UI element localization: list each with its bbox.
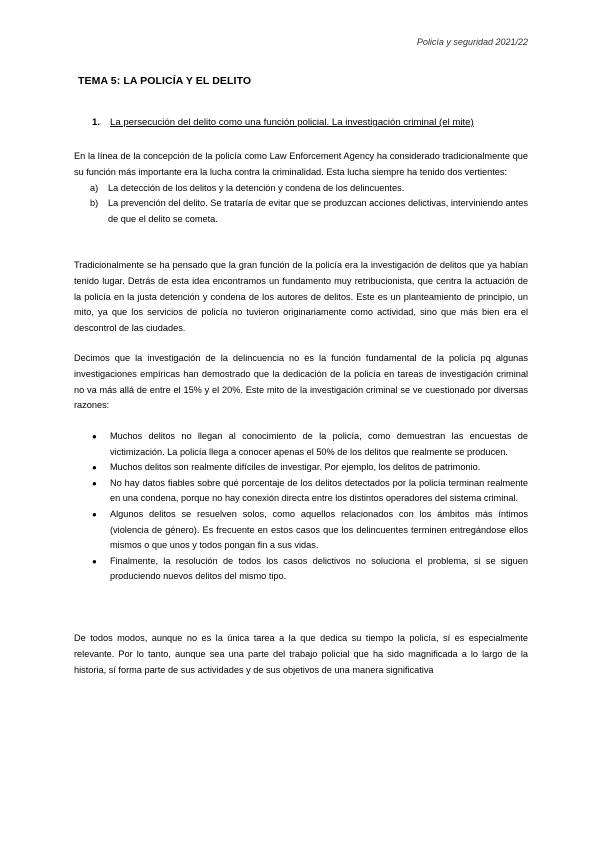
bullet-item: [92, 460, 528, 476]
bullet-item: [92, 476, 528, 507]
bullet-text: No hay datos fiables sobre qué porcentaje de los delitos detectados por la policía terminan realmente en una condena, porque no hay conexión directa entre los distintos operadores del sistema criminal.: [110, 477, 528, 504]
paragraph-3: Decimos que la investigación de la delincuencia no es la función fundamental de la policía pq algunas investigaciones empíricas han demostrado que la dedicación de la policía en tareas de investigación criminal no va más allá de entre el 15% y el 20%. Este mito de la investigación criminal se ve cuestionado por diversas razones:: [74, 353, 528, 411]
alpha-list-marker: b): [90, 198, 99, 209]
reasons-bullet-list: [92, 429, 528, 585]
alpha-list: [74, 181, 528, 228]
bullet-icon: ●: [92, 509, 97, 519]
section-title: La persecución del delito como una función policial. La investigación criminal (el mite): [110, 117, 474, 128]
bullet-icon: ●: [92, 478, 97, 488]
alpha-list-marker: a): [90, 182, 99, 193]
topic-title: TEMA 5: LA POLICÍA Y EL DELITO: [78, 75, 252, 87]
bullet-text: Muchos delitos no llegan al conocimiento de la policía, como demuestran las encuestas de victimización. La policía llega a conocer apenas el 50% de los delitos que realmente se producen.: [110, 431, 528, 457]
paragraph-1-block: [74, 149, 528, 228]
bullet-item: [92, 429, 528, 460]
bullet-text: Muchos delitos son realmente difíciles de investigar. Por ejemplo, los delitos de patrimonio.: [110, 462, 481, 473]
alpha-list-item: [74, 181, 528, 197]
paragraph-2: Tradicionalmente se ha pensado que la gran función de la policía era la investigación de delitos que ya habían tenido lugar. Detrás de esta idea encontramos un fundamento muy retribucionista, que centra la actuación de la policía en la justa detención y condena de los autores de delitos. Este es un planteamiento de principio, un mito, ya que los servicios de policía no tuvieron originariamente como actividad, sino que más bien era el descontrol de las ciudades.: [74, 260, 528, 334]
section-number: 1.: [92, 117, 101, 128]
paragraph-1: En la línea de la concepción de la policía como Law Enforcement Agency ha considerado tradicionalmente que su función más importante era la lucha contra la criminalidad. Esta lucha siempre ha tenido dos vertientes:: [74, 151, 528, 177]
alpha-list-item: [74, 196, 528, 228]
bullet-text: Algunos delitos se resuelven solos, como aquellos relacionados con los ámbitos más íntimos (violencia de género). Es frecuente en estos casos que los delincuentes terminen entregándose ellos mismos o que unos y todos pongan fin a sus vidas.: [110, 508, 528, 551]
paragraph-4: De todos modos, aunque no es la única tarea a la que dedica su tiempo la policía, sí es especialmente relevante. Por lo tanto, aunque sea una parte del trabajo policial que ha sido magnificada a lo largo de la historia, sí forma parte de sus actividades y de sus objetivos de una manera significativa: [74, 633, 528, 675]
bullet-text: Finalmente, la resolución de todos los casos delictivos no soluciona el problema, si se siguen produciendo nuevos delitos del mismo tipo.: [110, 555, 528, 582]
section-heading: [92, 117, 474, 128]
bullet-icon: ●: [92, 432, 97, 441]
bullet-item: [92, 554, 528, 585]
bullet-icon: ●: [92, 556, 97, 566]
bullet-icon: ●: [92, 463, 97, 473]
bullet-item: [92, 507, 528, 554]
alpha-list-text: La detección de los delitos y la detención y condena de los delincuentes.: [108, 182, 405, 193]
page-header-course: Policía y seguridad 2021/22: [416, 37, 528, 47]
alpha-list-text: La prevención del delito. Se trataría de evitar que se produzcan acciones delictivas, interviniendo antes de que el delito se cometa.: [108, 198, 528, 225]
